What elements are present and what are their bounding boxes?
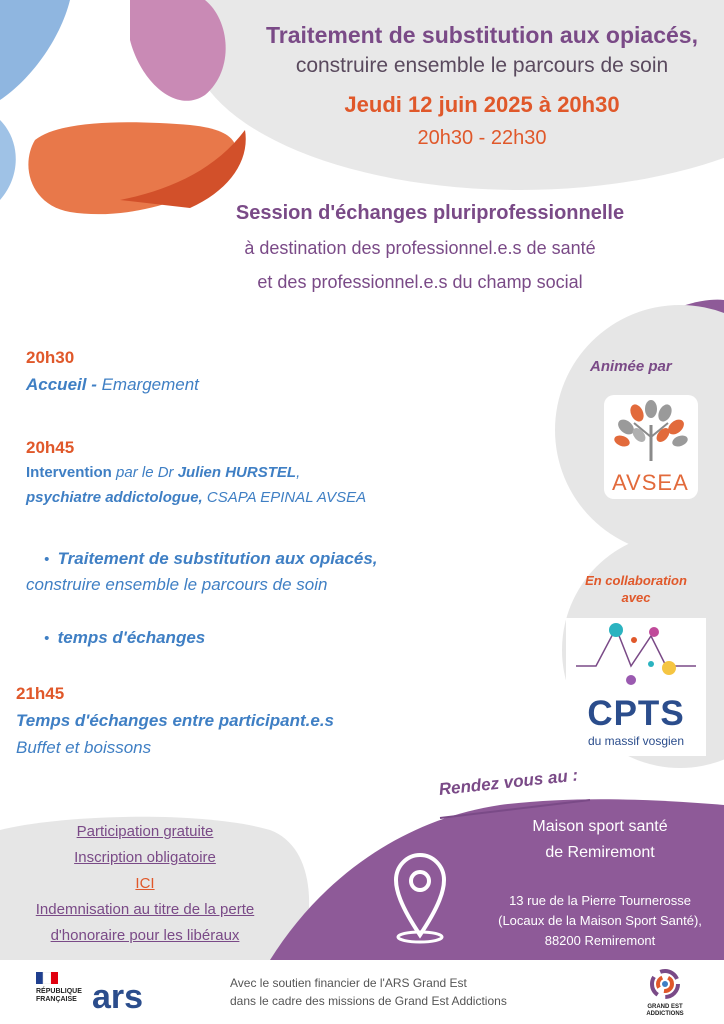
slot2-role-rest: CSAPA EPINAL AVSEA <box>202 489 367 506</box>
republique-flag-icon <box>36 972 58 984</box>
slot3-time: 21h45 <box>16 684 65 703</box>
bullet2 <box>44 628 205 648</box>
grand-est-addictions-logo <box>640 1004 690 1018</box>
slot2-intro-rest: par le Dr <box>111 464 178 481</box>
cpts-logo-subtitle: du massif vosgien <box>587 734 685 748</box>
venue-address-line-2: (Locaux de la Maison Sport Santé), <box>498 913 702 928</box>
slot2-speaker: Julien HURSTEL <box>177 464 297 481</box>
slot1-time: 20h30 <box>26 348 75 367</box>
ars-logo: ars <box>92 978 144 1016</box>
collab-line-1: En collaboration <box>585 573 687 588</box>
slot3-subtitle: Buffet et boissons <box>16 738 152 757</box>
venue-name-line-1: Maison sport santé <box>532 818 668 835</box>
animated-by-label: Animée par <box>590 358 672 375</box>
support-line-1: Avec le soutien financier de l'ARS Grand Est <box>230 976 467 990</box>
bullet1-bold: Traitement de substitution aux opiacés, <box>57 549 378 568</box>
bullet1-rest: construire ensemble le parcours de soin <box>26 575 328 594</box>
avsea-logo-text: AVSEA <box>612 470 689 495</box>
registration-link[interactable]: ICI <box>135 875 155 892</box>
event-date: Jeudi 12 juin 2025 à 20h30 <box>344 92 620 117</box>
gea-line-1: GRAND EST <box>647 1004 683 1010</box>
free-participation: Participation gratuite <box>76 823 214 840</box>
bullet1-dot: • <box>44 551 58 568</box>
compensation-line-2: d'honoraire pour les libéraux <box>50 927 240 944</box>
cpts-logo-text: CPTS <box>587 694 685 733</box>
slot1-label-bold: Accueil - <box>26 375 97 394</box>
bullet2-dot: • <box>44 630 58 647</box>
venue-address-line-1: 13 rue de la Pierre Tournerosse <box>509 893 691 908</box>
blue-petal-top <box>0 0 70 100</box>
rf-line-1: RÉPUBLIQUE <box>36 988 82 995</box>
republique-francaise-logo <box>36 988 82 1004</box>
compensation-line-1: Indemnisation au titre de la perte <box>35 901 255 918</box>
bullet1 <box>44 549 378 569</box>
bullet2-text: temps d'échanges <box>57 628 206 647</box>
event-time-range: 20h30 - 22h30 <box>417 127 547 149</box>
slot2-time: 20h45 <box>26 438 75 457</box>
grand-est-addictions-logo-icon <box>649 968 681 1002</box>
slot2-role <box>26 489 366 506</box>
registration-required: Inscription obligatoire <box>74 849 216 866</box>
support-line-2: dans le cadre des missions de Grand Est Addictions <box>230 994 507 1008</box>
venue-heading: Rendez vous au : <box>437 765 579 800</box>
session-title: Session d'échanges pluriprofessionnelle <box>235 202 625 224</box>
slot2-role-bold: psychiatre addictologue, <box>26 489 203 506</box>
slot3-title-bold: Temps d'échanges entre participant.e.s <box>16 711 335 730</box>
slot1-label <box>26 375 199 395</box>
gea-line-2: ADDICTIONS <box>646 1011 684 1017</box>
slot1-label-rest: Emargement <box>96 375 199 394</box>
venue-address-line-3: 88200 Remiremont <box>544 933 656 948</box>
venue-name-line-2: de Remiremont <box>545 844 655 861</box>
avsea-tree-icon <box>604 395 698 465</box>
slot2-speaker-after: , <box>296 464 301 481</box>
event-title: Traitement de substitution aux opiacés, <box>266 22 698 48</box>
rf-line-2: FRANÇAISE <box>36 996 77 1003</box>
slot2-intro-bold: Intervention <box>26 464 112 481</box>
slot3-title <box>16 711 334 731</box>
slot2-intro <box>26 464 300 481</box>
event-subtitle: construire ensemble le parcours de soin <box>295 54 669 77</box>
cpts-graph-icon <box>566 618 706 693</box>
audience-line-1: à destination des professionnel.e.s de santé <box>244 238 596 258</box>
mauve-petal <box>130 0 226 101</box>
collab-line-2: avec <box>621 590 651 605</box>
collab-label <box>566 572 706 606</box>
audience-line-2: et des professionnel.e.s du champ social <box>257 272 583 292</box>
blue-petal-left <box>0 120 16 200</box>
